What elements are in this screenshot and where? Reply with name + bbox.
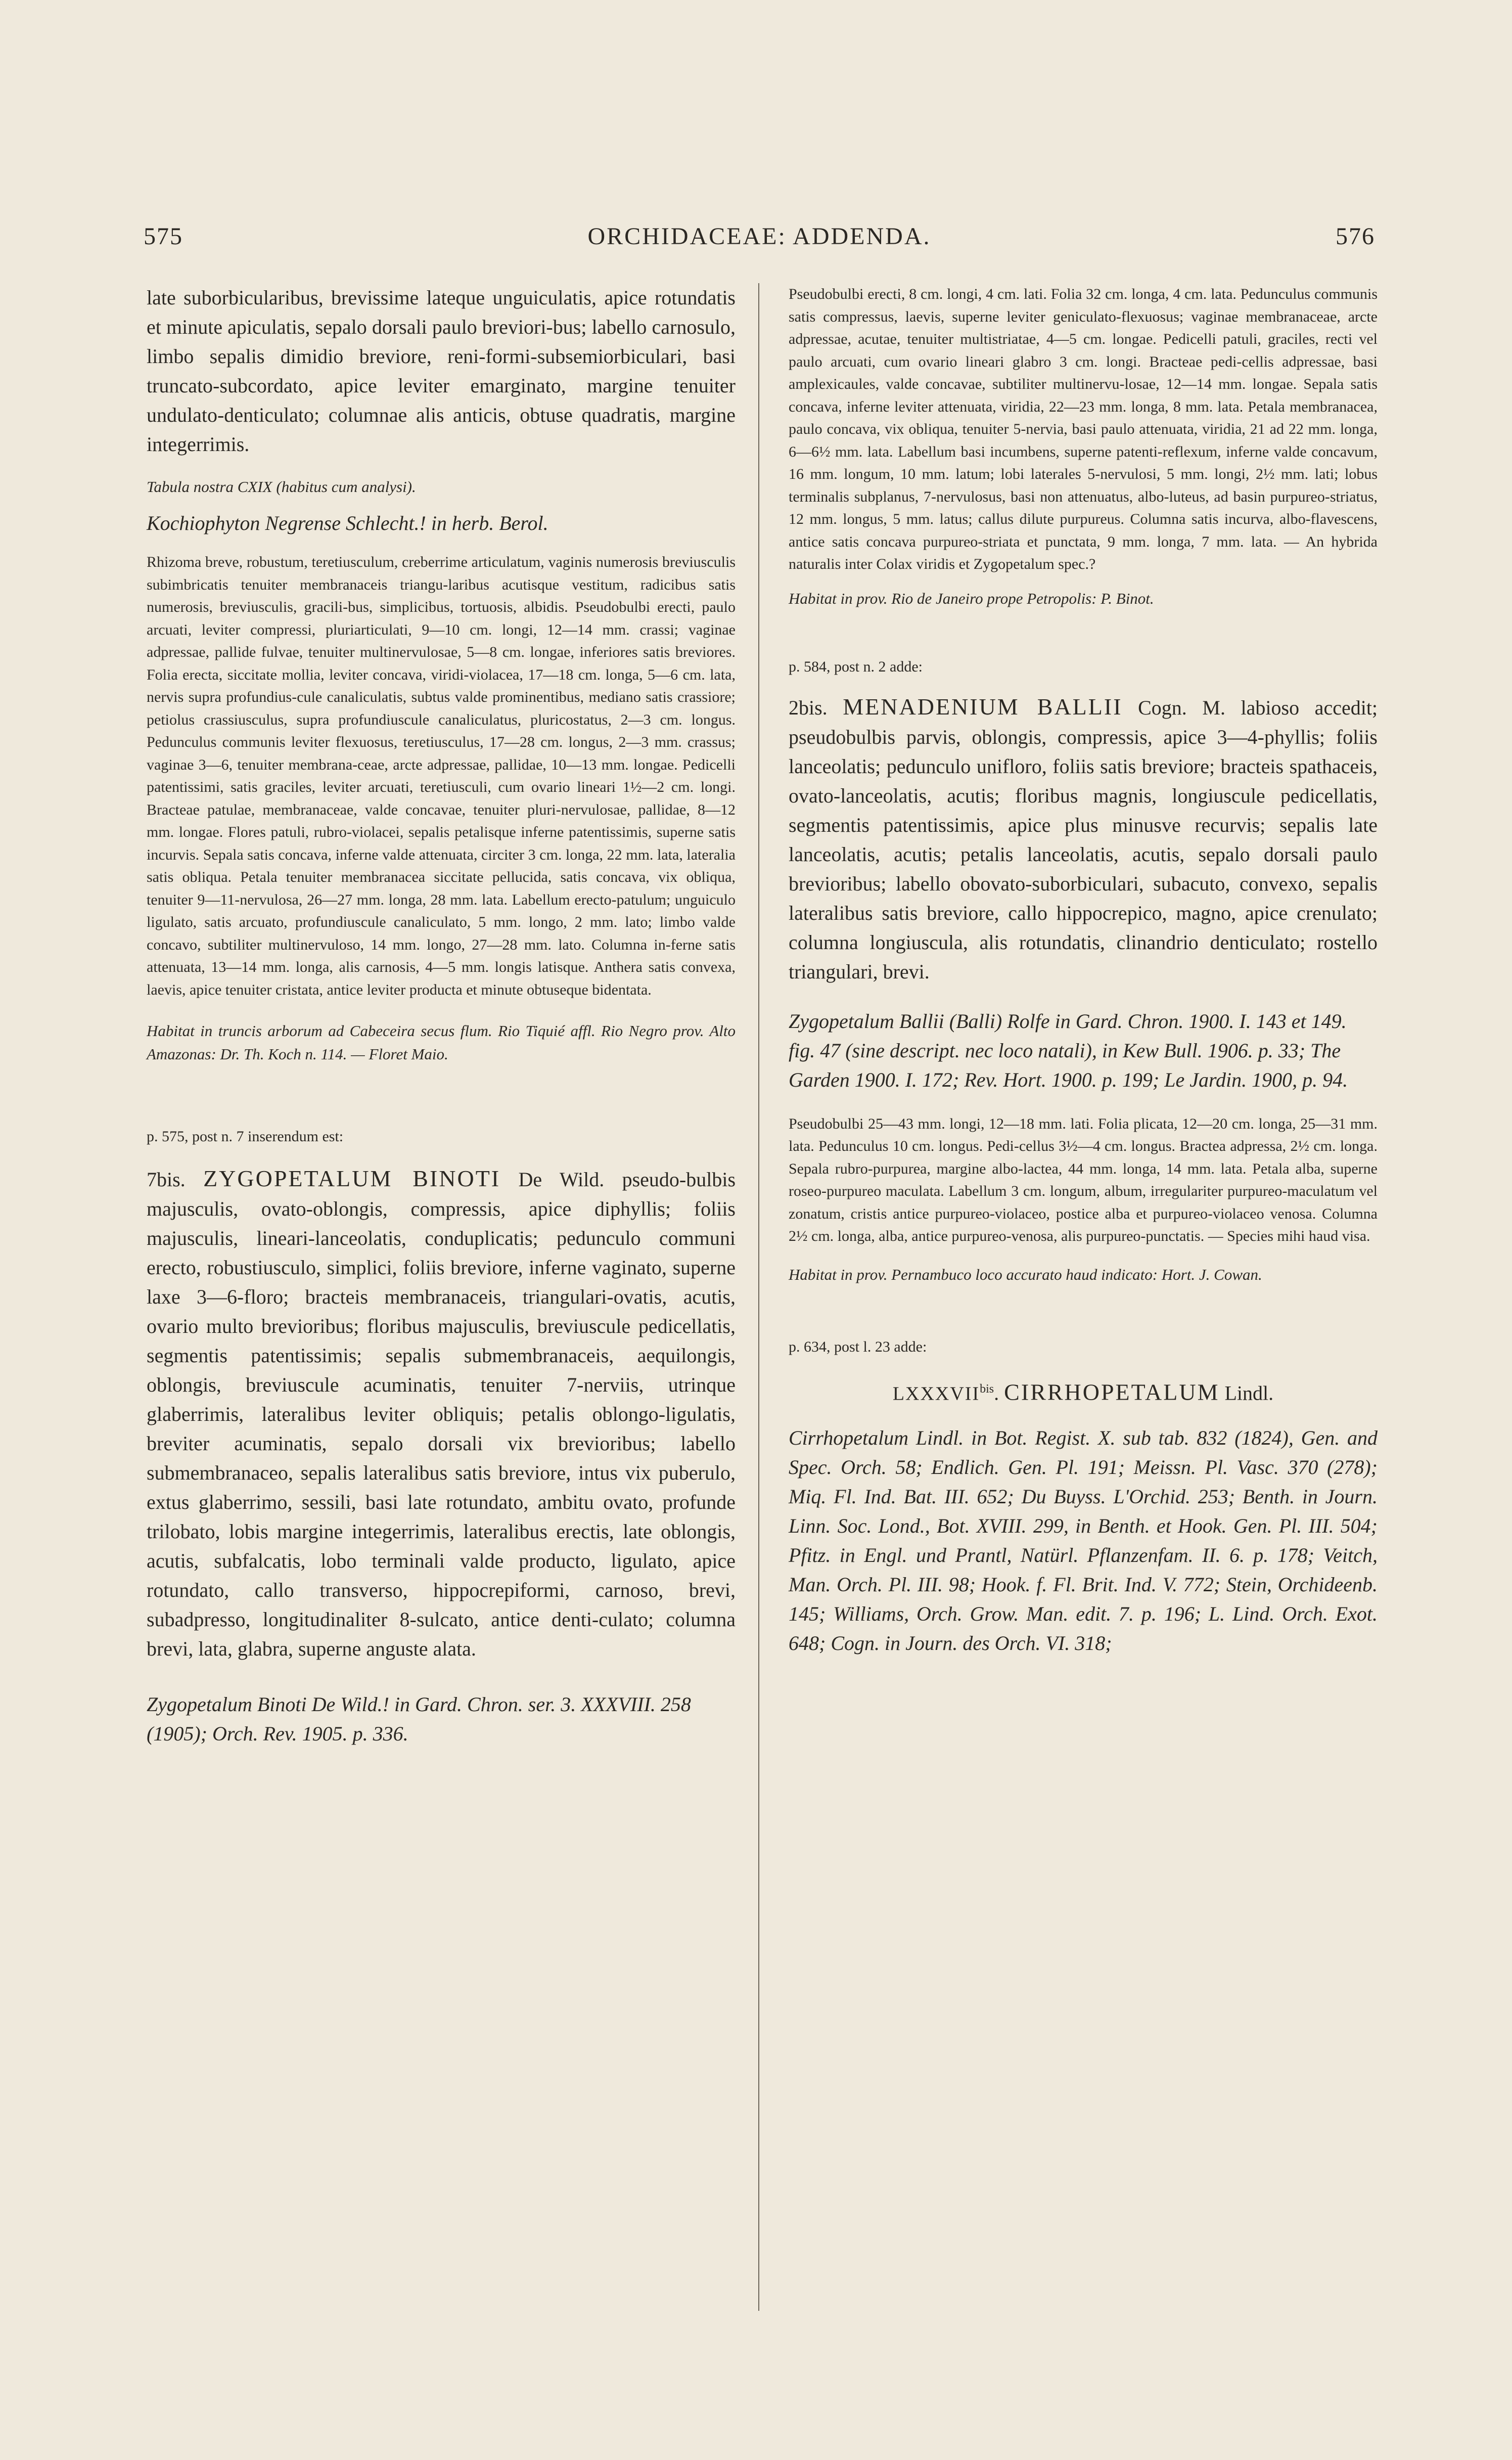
species-diagnosis: [147, 1164, 736, 1664]
habitat-note: Habitat in prov. Pernambuco loco accurato haud indicato: Hort. J. Cowan.: [789, 1265, 1262, 1283]
genus-author: Lindl.: [1224, 1381, 1274, 1404]
species-description: Rhizoma breve, robustum, teretiusculum, creberrime articulatum, vaginis numerosis breviusculis subimbricatis tenuiter membranaceis triangu-laribus acutisque vestitum, radicibus satis numerosis, breviusculis, gracili-bus, simplicibus, tortuosis, albidis. Pseudobulbi erecti, paulo arcuati, leviter compressi, pluriarticulati, 9—10 cm. longi, 12—14 mm. crassi; vaginae adpressae, pallide fulvae, tenuiter multinervulosae, 5—8 cm. longae, inferiores satis breviores. Folia erecta, siccitate mollia, leviter concava, viridi-violacea, 17—18 cm. longa, 5—6 cm. lata, nervis supra profundius-cule canaliculatis, subtus valde prominentibus, mediano satis crassiore; petiolus crassiusculus, supra profundiuscule canaliculatus, pluricostatus, 2—3 cm. longus. Pedunculus communis leviter flexuosus, teretiusculus, 17—28 cm. longus, 2—3 mm. crassus; vaginae 3—6, tenuiter membrana-ceae, arcte adpressae, pallidae, 10—13 mm. longae. Pedicelli patentissimi, satis graciles, leviter arcuati, teretiusculi, cum ovario lineari 1½—2 cm. longi. Bracteae patulae, membranaceae, valde concavae, tenuiter pluri-nervulosae, pallidae, 8—12 mm. longae. Flores patuli, rubro-violacei, sepalis petalisque inferne patentissimis, superne satis incurvis. Sepala satis concava, inferne valde attenuata, circiter 3 cm. longa, 22 mm. lata, lateralia satis obliqua. Petala tenuiter membranacea siccitate pellucida, satis concava, vix obliqua, tenuiter 9—11-nervulosa, 26—27 mm. longa, 28 mm. lata. Labellum erecto-patulum; unguiculo ligulato, satis arcuato, profundiuscule canaliculato, 5 mm. longo, 2 mm. lato; limbo valde concavo, subtiliter multinervuloso, 14 mm. longo, 27—28 mm. lato. Columna in-ferne satis attenuata, 13—14 mm. longa, alis carnosis, 4—5 mm. longis latisque. Anthera satis convexa, laevis, apice tenuiter cristata, antice leviter producta et minute obtuseque bidentata.: [147, 554, 736, 998]
insertion-note: p. 575, post n. 7 inserendum est:: [147, 1128, 344, 1145]
habitat-note: Habitat in prov. Rio de Janeiro prope Petropolis: P. Binot.: [789, 589, 1154, 607]
page-number-left: 575: [144, 223, 183, 250]
genus-number: LXXXVII: [892, 1382, 980, 1404]
species-citation: Zygopetalum Binoti De Wild.! in Gard. Chron. ser. 3. XXXVIII. 258 (1905); Orch. Rev. 1905. p. 336.: [147, 1693, 691, 1745]
species-citation: Zygopetalum Ballii (Balli) Rolfe in Gard. Chron. 1900. I. 143 et 149. fig. 47 (sine descript. nec loco natali), in Kew Bull. 1906. p. 33; The Garden 1900. I. 172; Rev. Hort. 1900. p. 199; Le Jardin. 1900, p. 94.: [789, 1009, 1348, 1091]
species-name: MENADENIUM BALLII: [843, 693, 1123, 720]
habitat-note: Habitat in truncis arborum ad Cabeceira secus flum. Rio Tiquié affl. Rio Negro prov. Alto Amazonas: Dr. Th. Koch n. 114. — Floret Maio.: [147, 1022, 736, 1063]
species-name: ZYGOPETALUM BINOTI: [203, 1166, 501, 1191]
genus-heading: $LXXXVII^{bis}$. CIRRHOPETALUM Lindl.: [892, 1378, 1274, 1405]
genus-number-suffix: bis: [980, 1382, 994, 1396]
genus-name: CIRRHOPETALUM: [1004, 1378, 1220, 1405]
running-title: ORCHIDACEAE: ADDENDA.: [587, 223, 931, 250]
running-header: [144, 222, 1375, 263]
species-diagnosis: [789, 692, 1378, 987]
intro-paragraph: late suborbicularibus, brevissime lateque unguiculatis, apice rotundatis et minute apiculatis, sepalo dorsali paulo breviori-bus; labello carnosulo, limbo sepalis dimidio breviore, reni-formi-subsemiorbiculari, basi truncato-subcordato, apice leviter emarginato, margine tenuiter undulato-denticulato; columnae alis anticis, obtuse quadratis, margine integerrimis.: [147, 286, 736, 456]
species-description: Pseudobulbi 25—43 mm. longi, 12—18 mm. lati. Folia plicata, 12—20 cm. longa, 25—31 mm. lata. Pedunculus 10 cm. longus. Pedi-cellus 3½—4 cm. longus. Bractea adpressa, 2½ cm. longa. Sepala rubro-purpurea, margine albo-lactea, 44 mm. longa, 14 mm. lata. Petala alba, superne roseo-purpureo maculata. Labellum 3 cm. longum, album, irregulariter purpureo-maculatum vel zonatum, cristis antice purpureo-violaceo, postice alba et purpureo-violaceo venosa. Columna 2½ cm. longa, alba, antice purpureo-venosa, alis purpureo-punctatis. — Species mihi haud visa.: [789, 1115, 1378, 1244]
addition-note: p. 634, post l. 23 adde:: [789, 1338, 927, 1355]
right-column: [789, 283, 1378, 1658]
species-author: De Wild.: [518, 1168, 605, 1191]
addition-note: p. 584, post n. 2 adde:: [789, 658, 923, 675]
plate-reference: Tabula nostra CXIX (habitus cum analysi).: [147, 478, 416, 496]
diagnosis-text: pseudo-bulbis majusculis, ovato-oblongis, compressis, apice diphyllis; foliis majusculis, lineari-lanceolatis, conduplicatis; pedunculo communi erecto, robustiusculo, simplici, foliis breviore, inferne vaginato, superne laxe 3—6-floro; bracteis membranaceis, triangulari-ovatis, acutis, ovario multo brevioribus; floribus majusculis, breviuscule pedicellatis, segmentis patentissimis; sepalis submembranaceis, aequilongis, oblongis, breviuscule acuminatis, tenuiter 7-nerviis, utrinque glaberrimis, lateralibus leviter obliquis; petalis oblongo-ligulatis, breviter acuminatis, sepalo dorsali vix brevioribus; labello submembranaceo, sepalis lateralibus satis breviore, intus vix puberulo, extus glaberrimo, sessili, basi late rotundato, ambitu ovato, profunde trilobato, lobis margine integerrimis, lateralibus erectis, late oblongis, acutis, subfalcatis, lobo terminali valde producto, ligulato, apice rotundato, callo transverso, hippocrepiformi, carnoso, brevi, subadpresso, longitudinaliter 8-sulcato, antice denti-culato; columna brevi, lata, glabra, superne anguste alata.: [147, 1168, 736, 1660]
genus-references: Cirrhopetalum Lindl. in Bot. Regist. X. sub tab. 832 (1824), Gen. and Spec. Orch. 58; Endlich. Gen. Pl. 191; Meissn. Pl. Vasc. 370 (278); Miq. Fl. Ind. Bat. III. 652; Du Buyss. L'Orchid. 253; Benth. in Journ. Linn. Soc. Lond., Bot. XVIII. 299, in Benth. et Hook. Gen. Pl. III. 504; Pfitz. in Engl. und Prantl, Natürl. Pflanzenfam. II. 6. p. 178; Veitch, Man. Orch. Pl. III. 98; Hook. f. Fl. Brit. Ind. V. 772; Stein, Orchideenb. 145; Williams, Orch. Grow. Man. edit. 7. p. 196; L. Lind. Orch. Exot. 648; Cogn. in Journ. des Orch. VI. 318;: [789, 1426, 1378, 1654]
species-author: Cogn.: [1138, 696, 1187, 719]
species-number: 2bis.: [789, 696, 828, 719]
diagnosis-text: M. labioso accedit; pseudobulbis parvis, oblongis, compressis, apice 3—4-phyllis; foliis lanceolatis; pedunculo unifloro, foliis satis breviore; bracteis spathaceis, ovato-lanceolatis, acutis; floribus magnis, longiuscule pedicellatis, segmentis patentissimis, apice plus minusve recurvis; sepalis late lanceolatis, acutis; petalis lanceolatis, acutis, sepalo dorsali paulo brevioribus; labello obovato-suborbiculari, subacuto, convexo, sepalis lateralibus satis breviore, callo hippocrepico, magno, apice crenulato; columna longiuscula, alis rotundatis, clinandrio denticulato; rostello triangulari, brevi.: [789, 696, 1378, 983]
column-divider: [758, 283, 759, 2311]
page-number-right: 576: [1336, 223, 1375, 250]
left-column: [147, 283, 736, 1749]
species-number: 7bis.: [147, 1168, 186, 1191]
species-description: Pseudobulbi erecti, 8 cm. longi, 4 cm. lati. Folia 32 cm. longa, 4 cm. lata. Pedunculus communis satis compressus, laevis, superne leviter geniculato-flexuosus; vaginae membranaceae, arcte adpressae, acutae, tenuiter multistriatae, 4—5 cm. longae. Pedicelli patuli, graciles, recti vel paulo arcuati, cum ovario lineari glabro 3 cm. longi. Bracteae pedi-cellis adpressae, basi amplexicaules, valde concavae, subtiliter multinervu-losae, 12—14 mm. longae. Sepala satis concava, inferne leviter attenuata, viridia, 22—23 mm. longa, 8 mm. lata. Petala membranacea, paulo concava, vix obliqua, tenuiter 5-nervia, basi paulo attenuata, viridia, 21 ad 22 mm. longa, 6—6½ mm. lata. Labellum basi incumbens, superne patenti-reflexum, inferne valde concavum, 16 mm. longum, 10 mm. latum; lobi laterales 5-nervulosi, 5 mm. longi, 2½ mm. lati; lobus terminalis subplanus, 7-nervulosus, basi non attenuatus, albo-luteus, ad basin purpureo-striatus, 12 mm. longus, 5 mm. latus; callus dilute purpureus. Columna satis incurva, albo-flavescens, antice satis concava purpureo-striata et punctata, 9 mm. longa, 7 mm. lata. — An hybrida naturalis inter Colax viridis et Zygopetalum spec.?: [789, 286, 1378, 572]
herbarium-reference: Kochiophyton Negrense Schlecht.! in herb. Berol.: [147, 512, 548, 534]
